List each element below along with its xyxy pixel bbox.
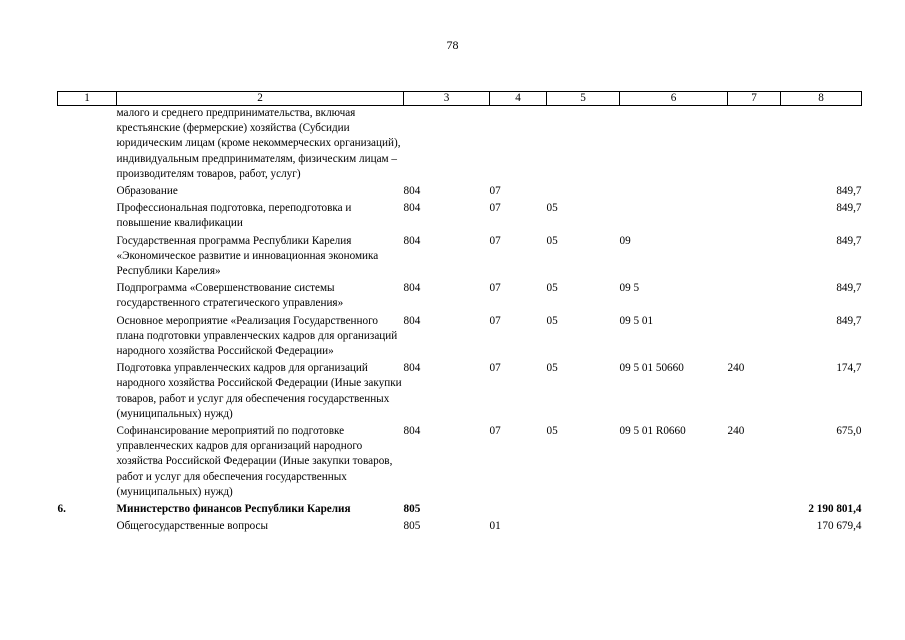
item-name-cell: Софинансирование мероприятий по подготовке управленческих кадров для организаций народного хозяйства Российской Федерации (Иные закупки товаров, работ и услуг для обеспечения государственных (муниципальных) нужд) (116, 425, 393, 498)
table-row (58, 232, 862, 280)
item-name-cell: малого и среднего предпринимательства, включая крестьянские (фермерские) хозяйства (Субсидии юридическим лицам (кроме некоммерческих организаций), индивидуальным предпринимателям, физическим лицам – производителям товаров, работ, услуг) (116, 107, 401, 180)
target-article-cell: 09 5 01 (619, 314, 654, 327)
section-code-cell: 07 (489, 282, 501, 295)
row-number-cell (58, 106, 117, 183)
subsection-code-cell: 05 (546, 314, 558, 327)
subsection-code-cell: 05 (546, 282, 558, 295)
target-article-cell (620, 106, 728, 183)
target-article-cell: 09 5 (619, 282, 640, 295)
header-row (58, 92, 862, 106)
row-number-cell (58, 279, 117, 311)
header-cell-8: 8 (781, 92, 862, 106)
target-article-cell: 09 5 01 R0660 (619, 425, 686, 438)
amount-cell (781, 106, 862, 183)
ministry-code-cell: 805 (403, 520, 421, 533)
expense-type-cell (728, 199, 781, 231)
item-name-cell: Министерство финансов Республики Карелия (116, 503, 351, 516)
row-number-cell: 6. (57, 503, 66, 516)
section-code-cell: 07 (489, 185, 501, 198)
amount-cell: 849,7 (836, 234, 862, 247)
ministry-code-cell: 804 (403, 234, 421, 247)
row-number-cell (58, 232, 117, 280)
table-body (58, 106, 862, 535)
expense-type-cell (728, 106, 781, 183)
table-row (58, 182, 862, 199)
item-name-cell: Основное мероприятие «Реализация Государственного плана подготовки управленческих кадров для организаций народного хозяйства Российской Федерации» (116, 314, 398, 358)
expense-type-cell (728, 312, 781, 360)
section-code-cell (490, 106, 547, 183)
header-cell-2: 2 (117, 92, 404, 106)
subsection-code-cell: 05 (546, 425, 558, 438)
item-name-cell: Подготовка управленческих кадров для организаций народного хозяйства Российской Федерации (Иные закупки товаров, работ и услуг для обеспечения государственных (муниципальных) нужд) (116, 362, 402, 420)
expense-type-cell (728, 232, 781, 280)
expense-type-cell (728, 182, 781, 199)
item-name-cell: Общегосударственные вопросы (116, 520, 269, 533)
row-number-cell (58, 359, 117, 422)
expense-type-cell (728, 500, 781, 517)
row-number-cell (58, 199, 117, 231)
item-name-cell: Профессиональная подготовка, переподготовка и повышение квалификации (116, 202, 352, 230)
ministry-code-cell: 804 (403, 314, 421, 327)
amount-cell: 170 679,4 (816, 520, 862, 533)
row-number-cell (58, 517, 117, 534)
table-row (58, 359, 862, 422)
table-header (58, 92, 862, 106)
subsection-code-cell: 05 (546, 362, 558, 375)
subsection-code-cell (547, 106, 620, 183)
subsection-code-cell: 05 (546, 202, 558, 215)
header-cell-6: 6 (620, 92, 728, 106)
ministry-code-cell: 804 (403, 185, 421, 198)
section-code-cell: 01 (489, 520, 501, 533)
target-article-cell: 09 (619, 234, 631, 247)
header-cell-7: 7 (728, 92, 781, 106)
amount-cell: 849,7 (836, 282, 862, 295)
target-article-cell: 09 5 01 50660 (619, 362, 684, 375)
header-cell-3: 3 (404, 92, 490, 106)
table-row (58, 517, 862, 534)
ministry-code-cell: 804 (403, 425, 421, 438)
section-code-cell (490, 500, 547, 517)
amount-cell: 675,0 (836, 425, 862, 438)
section-code-cell: 07 (489, 425, 501, 438)
subsection-code-cell (547, 517, 620, 534)
item-name-cell: Государственная программа Республики Карелия «Экономическое развитие и инновационная экономика Республики Карелия» (116, 234, 379, 278)
header-cell-4: 4 (490, 92, 547, 106)
target-article-cell (620, 517, 728, 534)
section-code-cell: 07 (489, 202, 501, 215)
table-row (58, 106, 862, 183)
table-row (58, 312, 862, 360)
table-row (58, 199, 862, 231)
subsection-code-cell: 05 (546, 234, 558, 247)
target-article-cell (620, 500, 728, 517)
ministry-code-cell: 804 (403, 282, 421, 295)
amount-cell: 849,7 (836, 314, 862, 327)
section-code-cell: 07 (489, 362, 501, 375)
expense-type-cell (728, 517, 781, 534)
expense-type-cell: 240 (727, 362, 745, 375)
target-article-cell (620, 182, 728, 199)
subsection-code-cell (547, 500, 620, 517)
row-number-cell (58, 312, 117, 360)
ministry-code-cell (404, 106, 490, 183)
amount-cell: 174,7 (836, 362, 862, 375)
amount-cell: 2 190 801,4 (808, 503, 862, 516)
row-number-cell (58, 182, 117, 199)
page-number: 78 (446, 38, 459, 52)
amount-cell: 849,7 (836, 202, 862, 215)
item-name-cell: Образование (116, 185, 178, 198)
section-code-cell: 07 (489, 234, 501, 247)
table-row (58, 279, 862, 311)
ministry-code-cell: 804 (403, 202, 421, 215)
budget-table (57, 91, 862, 534)
target-article-cell (620, 199, 728, 231)
subsection-code-cell (547, 182, 620, 199)
item-name-cell: Подпрограмма «Совершенствование системы государственного стратегического управления» (116, 282, 344, 310)
ministry-code-cell: 804 (403, 362, 421, 375)
section-code-cell: 07 (489, 314, 501, 327)
header-cell-5: 5 (547, 92, 620, 106)
ministry-code-cell: 805 (403, 503, 421, 516)
row-number-cell (58, 422, 117, 500)
table-row (58, 500, 862, 517)
expense-type-cell: 240 (727, 425, 745, 438)
expense-type-cell (728, 279, 781, 311)
table-row (58, 422, 862, 500)
header-cell-1: 1 (58, 92, 117, 106)
amount-cell: 849,7 (836, 185, 862, 198)
